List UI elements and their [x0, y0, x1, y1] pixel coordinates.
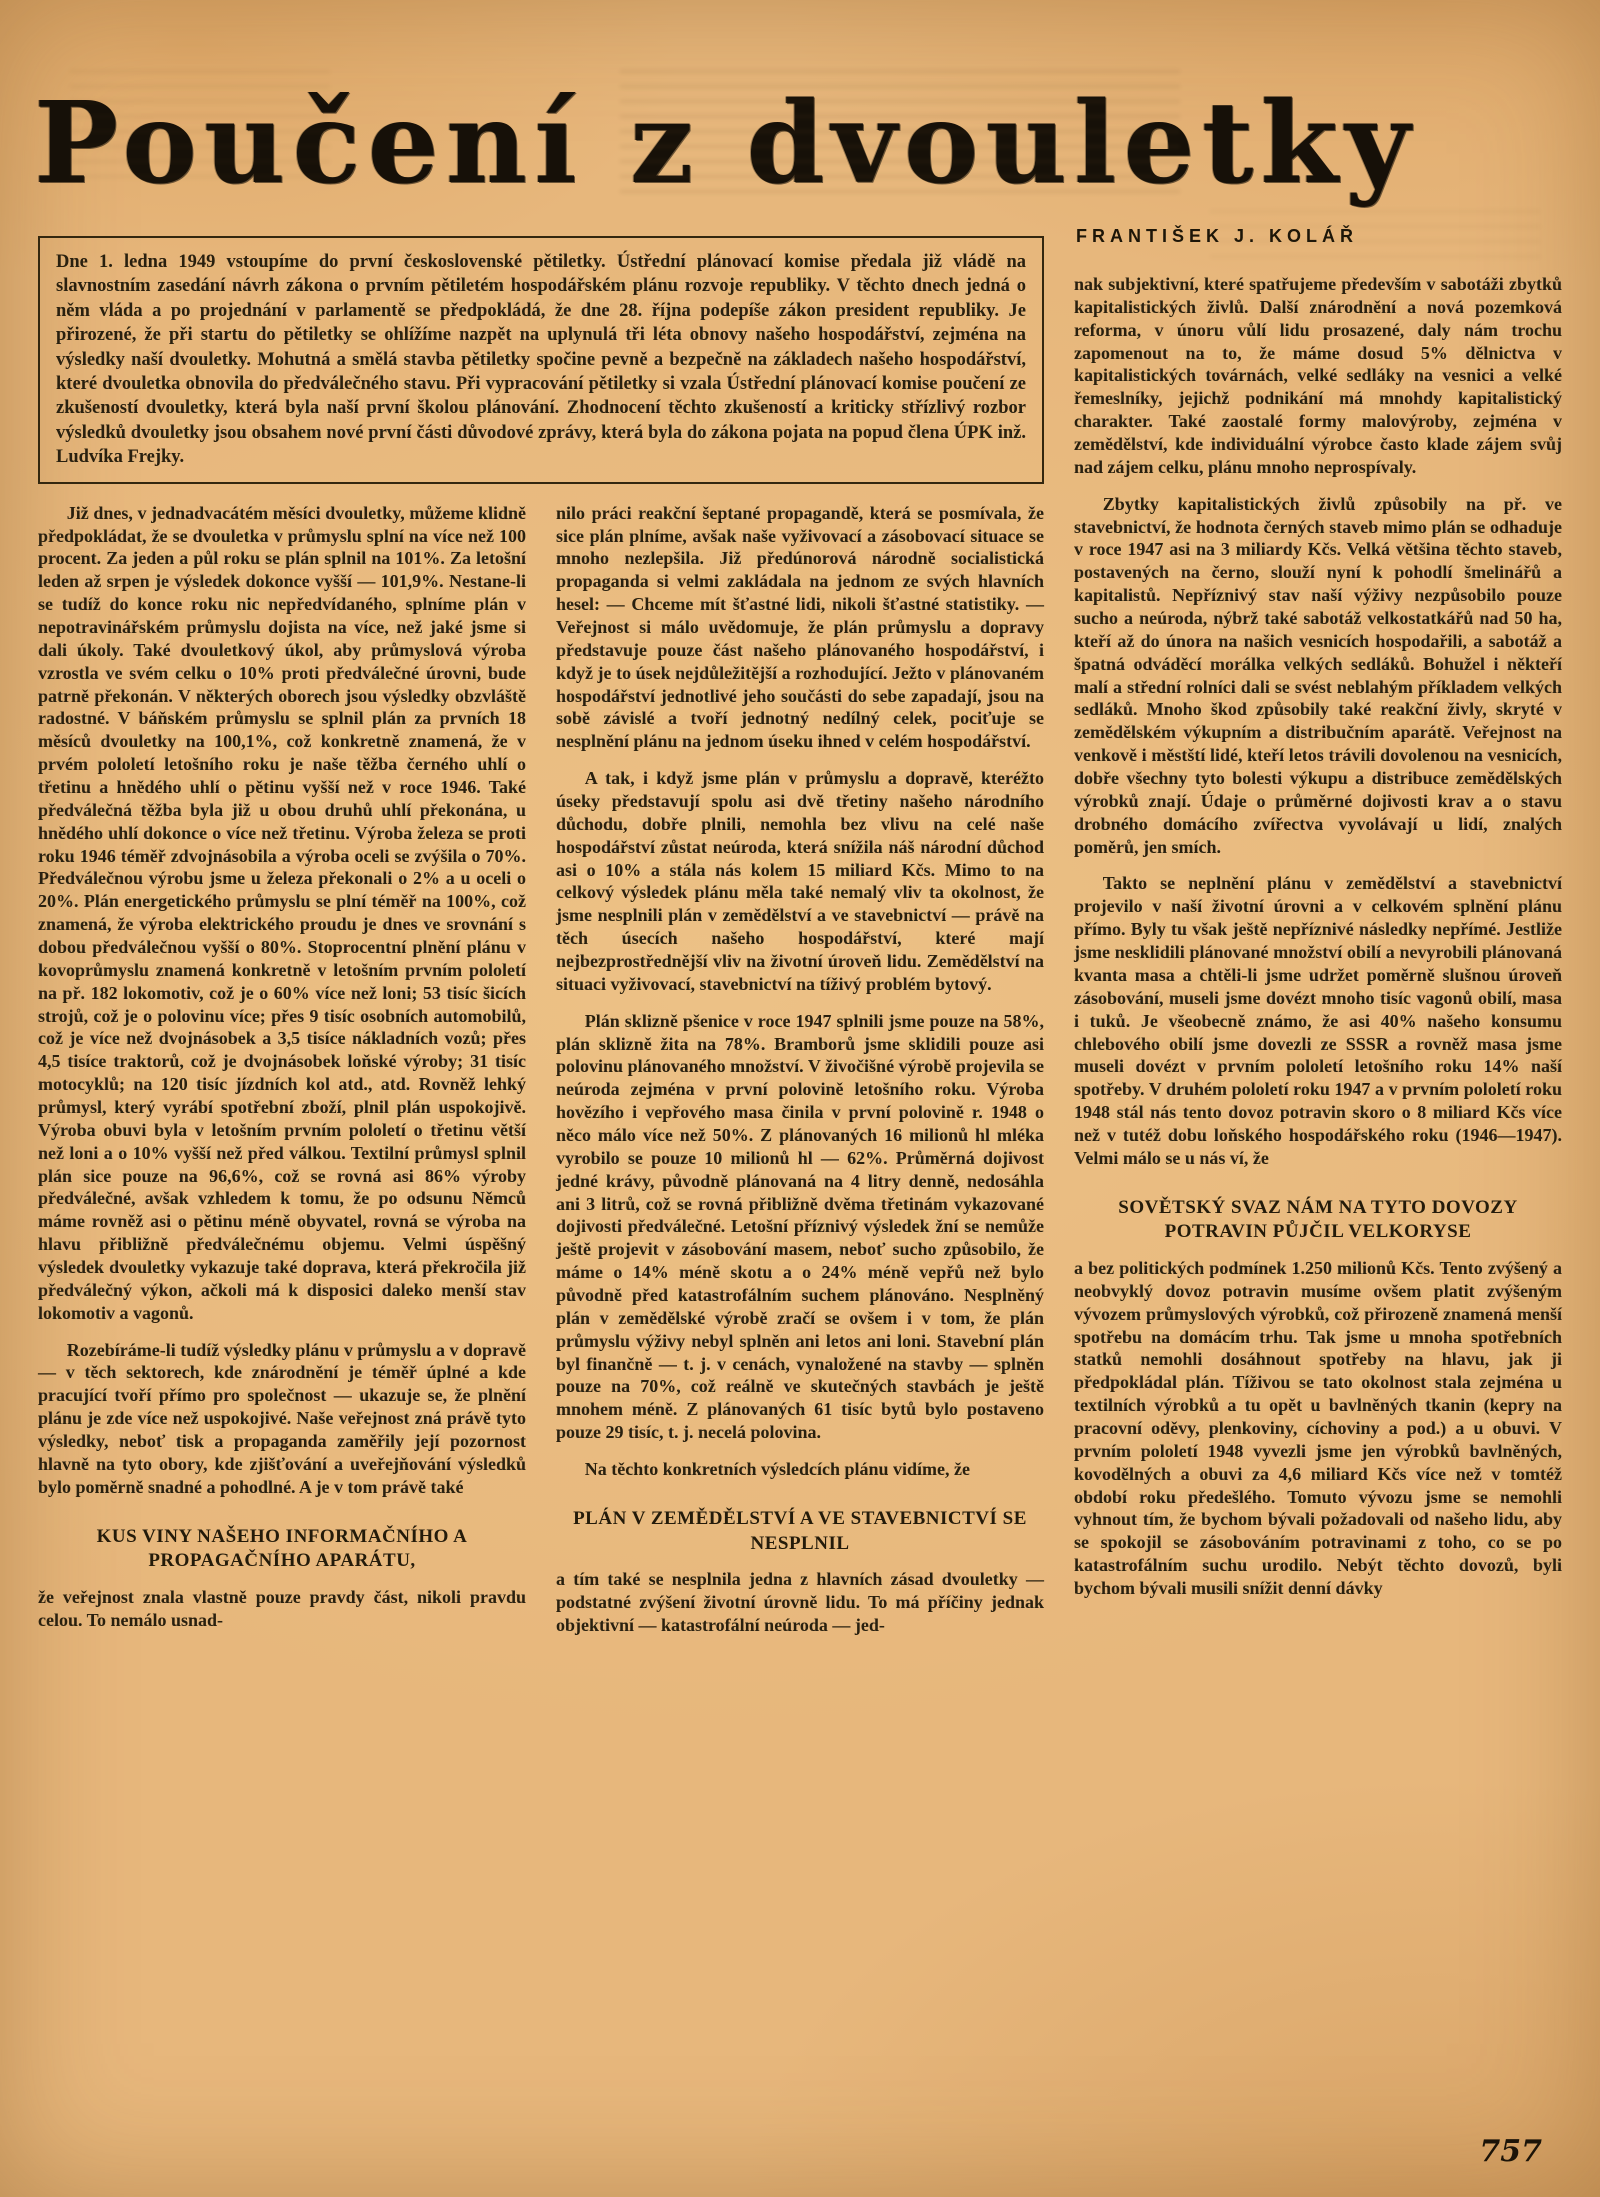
- body-paragraph: nak subjektivní, které spatřujeme především v sabotáži zbytků kapitalistických živlů. Další znárodnění a nová pozemková reforma, v únoru vůlí lidu prosazené, daly nám trochu zapomenout na to, že máme dosud 5% dělnictva v kapitalistických továrnách, velké sedláky na vesnici a velké řemeslníky, jejichž podnikání má mnohdy kapitalistický charakter. Také zaostalé formy malovýroby, zejména v zemědělství, kde individuální výrobce často klade zájem svůj nad zájem celku, plánu mnoho neprospívaly.: [1074, 274, 1562, 477]
- body-paragraph: nilo práci reakční šeptané propagandě, která se posmívala, že sice plán plníme, avšak naše vyživovací a zásobovací situace se mnoho nezlepšila. Již předúnorová národně socialistická propaganda si velmi zakládala na jednom ze svých hlavních hesel: — Chceme mít šťastné lidi, nikoli šťastné statistiky. — Veřejnost si málo uvědomuje, že plán průmyslu a dopravy představuje pouze část našeho plánovaného hospodářství, i když je to úsek nejdůležitější a rozhodující. Ježto v plánovaném hospodářství jednotlivé jeho součásti do sebe zapadají, jsou na sobě závislé a tvoří jednotný nedílný celek, pociťuje se nesplnění plánu na jednom úseku ihned v celém hospodářství.: [556, 502, 1044, 752]
- crosshead-sovetsky-svaz: SOVĚTSKÝ SVAZ NÁM NA TYTO DOVOZY POTRAVIN PŮJČIL VELKORYSE: [1118, 1196, 1518, 1243]
- body-paragraph: Plán sklizně pšenice v roce 1947 splnili jsme pouze na 58%, plán sklizně žita na 78%. Bramborů jsme sklidili pouze asi polovinu plánovaného množství. V živočišné výrobě projevila se neúroda zejména v první polovině letošního roku. Výroba hovězího i vepřového masa činila v první polovině r. 1948 o něco málo více než 50%. Z plánovaných 16 milionů hl mléka vyrobilo se pouze 10 milionů hl — 62%. Průměrná dojivost jedné krávy, původně plánovaná na 4 litry denně, nedosáhla ani 3 litrů, což se rovná přibližně dvěma třetinám vykazované dojivosti předválečné. Letošní příznivý výsledek žní se nemůže ještě projevit v zásobování masem, neboť sucho způsobilo, že máme o 14% méně skotu a o 24% méně vepřů než bylo původně před katastrofálním suchem plánováno. Nesplněný plán v zemědělské výrobě zračí se ovšem i v tom, že plán průmyslu výživy nebyl splněn ani letos ani loni. Stavební plán byl finančně — t. j. v cenách, vynaložené na stavby — splněn pouze na 70%, což reálně ve skutečných stavbách je ještě mnohem méně. Z plánovaných 61 tisíc bytů bylo postaveno pouze 29 tisíc, t. j. necelá polovina.: [556, 1010, 1044, 1443]
- body-paragraph: Již dnes, v jednadvacátém měsíci dvouletky, můžeme klidně předpokládat, že se dvouletka v průmyslu splní na více než 100 procent. Za jeden a půl roku se plán splnil na 101%. Za letošní leden až srpen je výsledek dokonce vyšší — 101,9%. Nestane-li se tudíž do konce roku nic nepředvídaného, splníme plán v nepotravinářském průmyslu dojista na více, než jaké jsme si dali úkoly. Také dvouletkový úkol, aby průmyslová výroba vzrostla ve svém celku o 10% proti předválečné úrovni, bude patrně překonán. V některých oborech jsou výsledky obzvláště radostné. V báňském průmyslu se splnil plán za prvních 18 měsíců dvouletky na 100,1%, což konkretně znamená, že v prvém pololetí letošního roku je naše těžba černého uhlí o třetinu a hnědého uhlí o pětinu vyšší než v roce 1946. Také předválečná těžba byla již u obou druhů uhlí překonána, u hnědého uhlí dokonce o více než třetinu. Výroba železa se proti roku 1946 téměř zdvojnásobila a výroba oceli se zvýšila o 70%. Předválečnou výrobu jsme u železa překonali o 2% a u oceli o 20%. Plán energetického průmyslu se plní téměř na 100%, což znamená, že výroba elektrického proudu je dnes ve srovnání s dobou předválečnou vyšší o 80%. Stoprocentní plnění plánu v kovoprůmyslu znamená konkretně v letošním prvním pololetí na př. 182 lokomotiv, což je o 60% více než loni; 53 tisíc šicích strojů, což je o polovinu více; přes 9 tisíc osobních automobilů, což je více než dvojnásobek a 3,5 tisíce nákladních vozů; přes 4,5 tisíce traktorů, což je dvojnásobek loňské výroby; 31 tisíc motocyklů; na 120 tisíc jízdních kol atd., atd. Rovněž lehký průmysl, který vyrábí spotřební zboží, plnil plán uspokojivě. Výroba obuvi byla v letošním prvním pololetí o třetinu větší než loni a o 10% vyšší než před válkou. Textilní průmysl splnil plán sice pouze na 96,6%, což se rovná asi 86% výroby předválečné, avšak vzhledem k tomu, že po odsunu Němců máme rovněž asi o pětinu méně obyvatel, rovná se výroba na hlavu přibližně předválečnému objemu. Velmi úspěšný výsledek dvouletky vykazuje také doprava, která překročila již předválečný výkon, ačkoli má k disposici daleko menší stav lokomotiv a vagonů.: [38, 502, 526, 1323]
- column-1: [38, 484, 526, 1637]
- body-paragraph: a bez politických podmínek 1.250 milionů Kčs. Tento zvýšený a neobvyklý dovoz potravin musíme ovšem platit zvýšeným vývozem průmyslových výrobků, což přirozeně znamená menší spotřebu na domácím trhu. Tak jsme u mnoha spotřebních statků nemohli dosáhnout spotřeby na hlavu, jak ji předpokládal plán. Tíživou se tato okolnost stala zejména u textilních výrobků a tu opět u bavlněných tkanin (kepry na pracovní oděvy, plenkoviny, cíchoviny a pod.) a u obuvi. V prvním pololetí 1948 vyvezli jsme jen výrobků bavlněných, kovodělných a obuvi za 4,6 miliard Kčs více než v tomtéž období roku předešlého. Tomuto vývozu jsme se nemohli vyhnout tím, že bychom bývali požadovali od našeho lidu, aby se spokojil se zásobováním potravinami z toho, co se po katastrofálním suchu urodilo. Nebýt těchto dovozů, byli bychom bývali musili snížit denní dávky: [1074, 1258, 1562, 1599]
- article-title: Poučení z dvouletky: [34, 78, 1418, 209]
- body-paragraph: Zbytky kapitalistických živlů způsobily na př. ve stavebnictví, že hodnota černých staveb mimo plán se odhaduje v roce 1947 asi na 3 miliardy Kčs. Velká většina těchto staveb, postavených na černo, slouží nyní k pohodlí šmelinářů a kapitalistů. Nepříznivý stav naší výživy nezpůsobilo pouze sucho a neúroda, nýbrž také sabotáž velkostatkářů nad 50 ha, kteří až do února na našich vesnicích hospodařili, a sabotáž a špatná odváděcí morálka velkých sedláků. Bohužel i někteří malí a střední rolníci dali se svést neblahým příkladem velkých sedláků. Mnoho škod způsobily také reakční živly, skryté v zemědělském výkupním a distribučním aparátě. Veřejnost na venkově i městští lidé, kteří letos trávili dovolenou na vesnicích, dobře všechny tyto bolesti výkupu a distribuce zemědělských výrobků znají. Údaje o průměrné dojivosti krav a o stavu drobného domácího zvířectva vyvolávají u lidí, znalých poměrů, jen smích.: [1074, 493, 1562, 857]
- body-paragraph: Na těchto konkretních výsledcích plánu vidíme, že: [584, 1459, 970, 1480]
- body-paragraph: Rozebíráme-li tudíž výsledky plánu v průmyslu a v dopravě — v těch sektorech, kde znárodnění je téměř úplné a kde pracující tvoří přímo pro společnost — ukazuje se, že plnění plánu je zde více než uspokojivé. Naše veřejnost zná právě tyto výsledky, neboť tisk a propaganda zaměřily její pozornost hlavně na tyto obory, kde zjišťování a uveřejňování výsledků bylo poměrně snadné a pohodlné. A je v tom právě také: [38, 1339, 526, 1497]
- lead-paragraph: Dne 1. ledna 1949 vstoupíme do první československé pětiletky. Ústřední plánovací komise předala již vládě na slavnostním zasedání návrh zákona o prvním pětiletém hospodářském plánu rozvoje republiky. V těchto dnech jedná o něm vláda a po projednání v parlamentě se předpokládá, že dne 28. října podepíše zákon president republiky. Je přirozené, že při startu do pětiletky se ohlížíme nazpět na uplynulá tři léta obnovy našeho hospodářství, zejména na výsledky naší dvouletky. Mohutná a smělá stavba pětiletky spočine pevně a bezpečně na základech našeho hospodářství, které dvouletka obnovila do předválečného stavu. Při vypracování pětiletky si vzala Ústřední plánovací komise poučení ze zkušeností dvouletky, která byla naší první školou plánování. Zhodnocení těchto zkušeností a kriticky střízlivý rozbor výsledků dvouletky jsou obsahem nové první části důvodové zprávy, která byla do zákona pojata na popud člena ÚPK inž. Ludvíka Frejky.: [56, 252, 1026, 468]
- article-body: [0, 200, 1600, 1637]
- crosshead-informacni-aparat: KUS VINY NAŠEHO INFORMAČNÍHO A PROPAGAČNÍHO APARÁTU,: [96, 1525, 468, 1572]
- body-paragraph: A tak, i když jsme plán v průmyslu a dopravě, kteréžto úseky představují spolu asi dvě třetiny našeho národního důchodu, dobře plnili, nemohla bez vlivu na celé naše hospodářství zůstat neúroda, která snížila náš národní důchod asi o 10% a stála nás kolem 15 miliard Kčs. Mimo to na celkový výsledek plánu měla také nemalý vliv ta okolnost, že jsme nesplnili plán v zemědělství a ve stavebnictví — právě na těch úsecích našeho hospodářství, které mají nejbezprostřednější vliv na životní úroveň lidu. Zemědělství na situaci vyživovací, stavebnictví na tíživý problém bytový.: [556, 768, 1044, 994]
- body-paragraph: Takto se neplnění plánu v zemědělství a stavebnictví projevilo v naší životní úrovni a v celkovém splnění plánu přímo. Byly tu však ještě nepříznivé následky nepřímé. Jestliže jsme nesklidili plánované množství obilí a nevyrobili plánovaná kvanta masa a chtěli-li jsme udržet poměrně slušnou úroveň zásobování, museli jsme dovézt mnoho tisíc vagonů obilí, masa i tuků. Je všeobecně známo, že asi 40% našeho konsumu chlebového obilí jsme dovezli ze SSSR a rovněž masa jsme museli dovézt v prvním pololetí letošního roku 14% naší spotřeby. V druhém pololetí roku 1947 a v prvním pololetí roku 1948 stál nás tento dovoz potravin skoro o 8 miliard Kčs více než v tutéž dobu loňského hospodářského roku (1946—1947). Velmi málo se u nás ví, že: [1074, 873, 1562, 1168]
- column-2: [556, 484, 1044, 1637]
- lead-paragraph-box: [38, 236, 1044, 484]
- page-number: 757: [1479, 2134, 1542, 2169]
- body-paragraph: že veřejnost znala vlastně pouze pravdy část, nikoli pravdu celou. To nemálo usnad-: [38, 1586, 526, 1630]
- body-paragraph: a tím také se nesplnila jedna z hlavních zásad dvouletky — podstatné zvýšení životní úrovně lidu. To má příčiny jednak objektivní — katastrofální neúroda — jed-: [556, 1569, 1044, 1635]
- author-byline: FRANTIŠEK J. KOLÁŘ: [1076, 226, 1359, 246]
- column-3: [1074, 220, 1562, 1637]
- crosshead-plan-zemedelstvi: PLÁN V ZEMĚDĚLSTVÍ A VE STAVEBNICTVÍ SE NESPLNIL: [573, 1507, 1027, 1554]
